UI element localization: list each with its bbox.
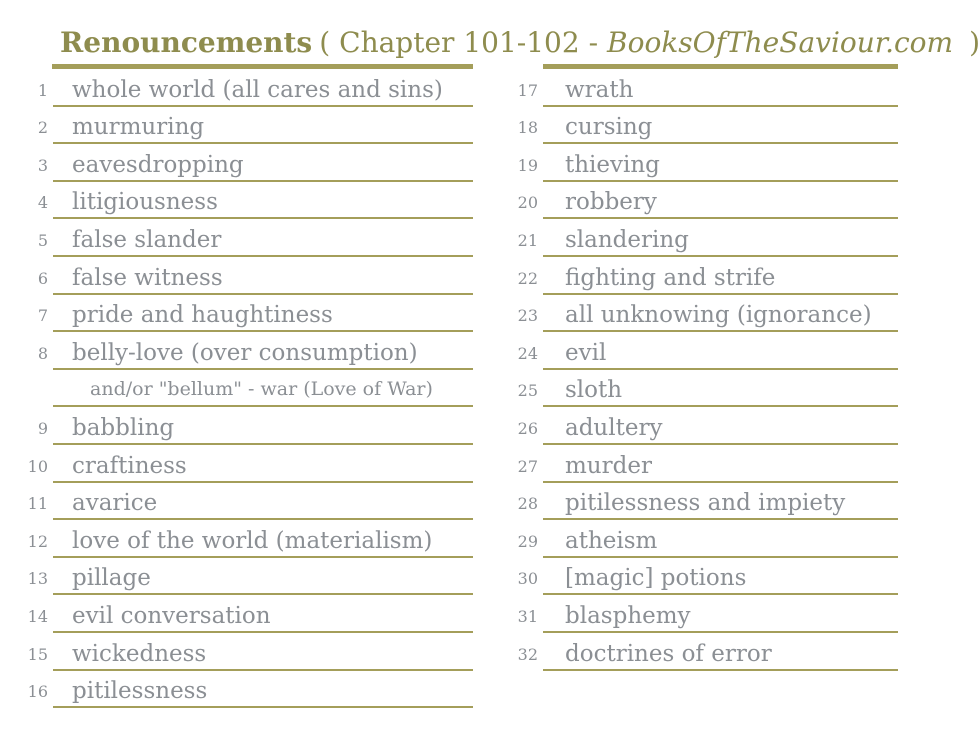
list-item [0, 483, 473, 521]
item-number: 21 [517, 230, 538, 250]
item-text: doctrines of error [543, 641, 898, 671]
item-text: thieving [543, 152, 898, 182]
item-text: pillage [53, 565, 473, 595]
item-number: 19 [517, 155, 538, 175]
list-item [485, 595, 898, 633]
item-text: atheism [543, 528, 898, 558]
item-text: pitilessness [53, 678, 473, 708]
title-close-paren: ) [969, 26, 980, 59]
list-item [0, 558, 473, 596]
title-open-paren: ( [319, 26, 331, 59]
item-text: eavesdropping [53, 152, 473, 182]
list-item [0, 69, 473, 107]
right-column [485, 69, 898, 708]
list-item [485, 182, 898, 220]
item-text: wrath [543, 77, 898, 107]
list-item [485, 219, 898, 257]
title-chapter: Chapter 101-102 - [339, 26, 599, 59]
item-number: 16 [27, 682, 48, 702]
item-text: love of the world (materialism) [53, 528, 473, 558]
item-number: 3 [37, 155, 48, 175]
item-text: belly-love (over consumption) [53, 340, 473, 370]
list-item [0, 182, 473, 220]
item-number: 1 [37, 80, 48, 100]
item-text: litigiousness [53, 189, 473, 219]
item-number: 22 [517, 268, 538, 288]
list-item [0, 332, 473, 370]
item-number: 12 [27, 531, 48, 551]
item-number: 24 [517, 343, 538, 363]
item-text: and/or "bellum" - war (Love of War) [53, 378, 473, 407]
item-number: 13 [27, 569, 48, 589]
list-item [0, 144, 473, 182]
list-item [485, 483, 898, 521]
list-item [0, 633, 473, 671]
item-text: babbling [53, 415, 473, 445]
item-number: 9 [37, 418, 48, 438]
list-item [485, 69, 898, 107]
item-text: wickedness [53, 641, 473, 671]
item-number: 27 [517, 456, 538, 476]
item-text: sloth [543, 377, 898, 407]
item-number: 15 [27, 644, 48, 664]
item-number: 25 [517, 381, 538, 401]
item-number: 11 [27, 494, 48, 514]
item-text: slandering [543, 227, 898, 257]
item-text: cursing [543, 114, 898, 144]
list-item [0, 445, 473, 483]
item-number: 14 [27, 606, 48, 626]
list-item [0, 407, 473, 445]
title-site-name: BooksOfTheSaviour.com [607, 26, 954, 59]
item-text: evil [543, 340, 898, 370]
item-number: 31 [517, 606, 538, 626]
item-number: 8 [37, 343, 48, 363]
item-text: blasphemy [543, 603, 898, 633]
list-item [485, 332, 898, 370]
item-text: avarice [53, 490, 473, 520]
item-number: 32 [517, 644, 538, 664]
item-number: 26 [517, 418, 538, 438]
item-text: false witness [53, 265, 473, 295]
item-number: 6 [37, 268, 48, 288]
page-header [0, 0, 980, 59]
list-item [485, 144, 898, 182]
list-item [0, 520, 473, 558]
item-number: 2 [37, 118, 48, 138]
title-main: Renouncements [60, 26, 313, 59]
page-title [60, 26, 980, 59]
item-text: fighting and strife [543, 265, 898, 295]
item-text: whole world (all cares and sins) [53, 77, 473, 107]
item-text: murder [543, 453, 898, 483]
renouncements-list [0, 69, 926, 708]
list-item [0, 295, 473, 333]
item-text: false slander [53, 227, 473, 257]
left-column [0, 69, 473, 708]
item-text: robbery [543, 189, 898, 219]
list-item [485, 107, 898, 145]
list-item [0, 595, 473, 633]
list-item [485, 295, 898, 333]
list-item [485, 370, 898, 408]
item-number [0, 400, 48, 407]
item-number: 5 [37, 230, 48, 250]
list-item [485, 445, 898, 483]
list-item [0, 257, 473, 295]
item-text: craftiness [53, 453, 473, 483]
list-item [0, 370, 473, 408]
item-number: 28 [517, 494, 538, 514]
item-number: 18 [517, 118, 538, 138]
list-item [0, 107, 473, 145]
item-text: all unknowing (ignorance) [543, 302, 898, 332]
item-text: pride and haughtiness [53, 302, 473, 332]
list-item [485, 633, 898, 671]
item-number: 20 [517, 193, 538, 213]
item-number: 7 [37, 306, 48, 326]
item-number: 23 [517, 306, 538, 326]
item-number: 30 [517, 569, 538, 589]
item-text: [magic] potions [543, 565, 898, 595]
item-number: 4 [37, 193, 48, 213]
item-text: pitilessness and impiety [543, 490, 898, 520]
list-item [0, 219, 473, 257]
list-item [485, 520, 898, 558]
item-text: evil conversation [53, 603, 473, 633]
list-item [485, 407, 898, 445]
item-text: murmuring [53, 114, 473, 144]
item-text: adultery [543, 415, 898, 445]
list-item [485, 558, 898, 596]
item-number: 10 [27, 456, 48, 476]
list-item [485, 257, 898, 295]
list-item [0, 671, 473, 709]
item-number: 17 [517, 80, 538, 100]
item-number: 29 [517, 531, 538, 551]
